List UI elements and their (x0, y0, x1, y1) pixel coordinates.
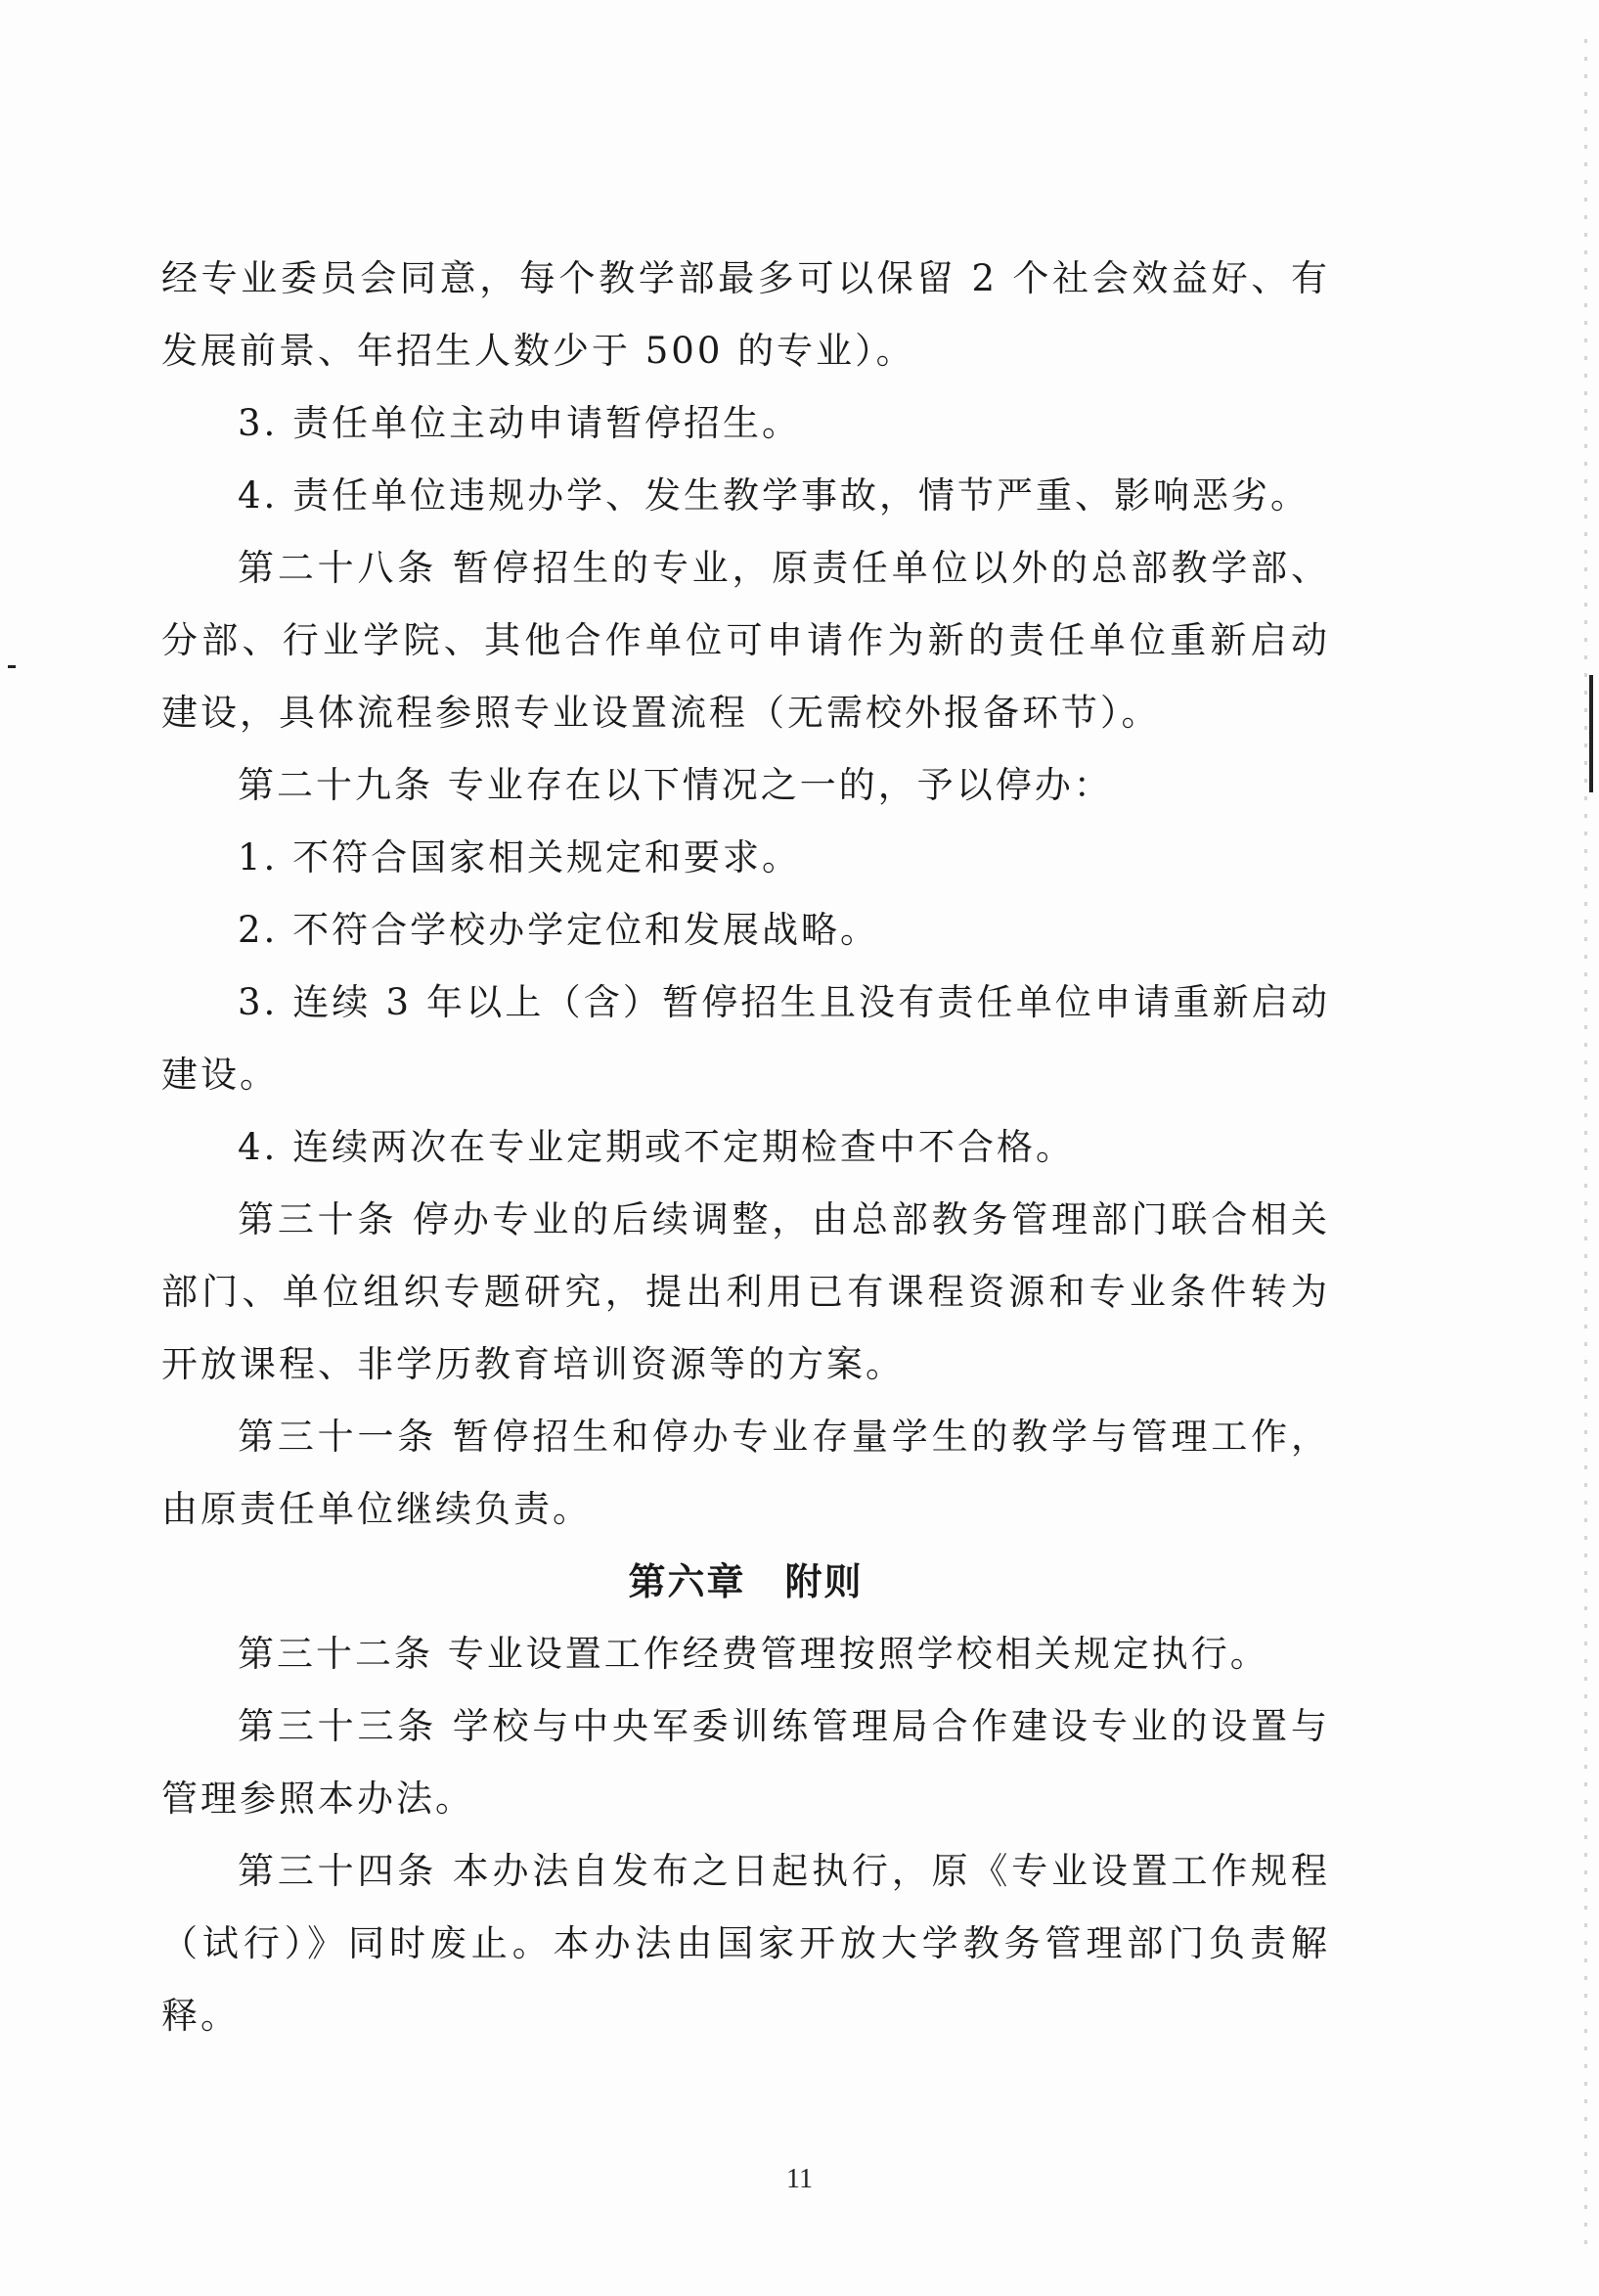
paragraph: 1. 不符合国家相关规定和要求。 (238, 836, 802, 878)
article-30: 第三十条 停办专业的后续调整，由总部教务管理部门联合相关部门、单位组织专题研究，提出利用已有课程资源和专业条件转为开放课程、非学历教育培训资源等的方案。 (161, 1198, 1330, 1385)
scan-mark (8, 665, 16, 668)
scan-mark (1589, 675, 1593, 792)
paragraph: 3. 连续 3 年以上（含）暂停招生且没有责任单位申请重新启动建设。 (161, 981, 1330, 1096)
article-28: 第二十八条 暂停招生的专业，原责任单位以外的总部教学部、分部、行业学院、其他合作单位可申请作为新的责任单位重新启动建设，具体流程参照专业设置流程（无需校外报备环节）。 (161, 547, 1330, 734)
article-33: 第三十三条 学校与中央军委训练管理局合作建设专业的设置与管理参照本办法。 (161, 1705, 1330, 1820)
document-body (161, 243, 1330, 2052)
paragraph: 4. 连续两次在专业定期或不定期检查中不合格。 (238, 1126, 1076, 1168)
paragraph: 经专业委员会同意，每个教学部最多可以保留 2 个社会效益好、有发展前景、年招生人数少于 500 的专业）。 (161, 257, 1330, 372)
article-34: 第三十四条 本办法自发布之日起执行，原《专业设置工作规程（试行）》同时废止。本办法由国家开放大学教务管理部门负责解释。 (161, 1850, 1330, 2037)
article-32: 第三十二条 专业设置工作经费管理按照学校相关规定执行。 (238, 1633, 1269, 1675)
chapter-heading: 第六章 附则 (628, 1560, 864, 1603)
page-number: 11 (786, 2164, 813, 2194)
paragraph: 2. 不符合学校办学定位和发展战略。 (238, 909, 880, 951)
article-29: 第二十九条 专业存在以下情况之一的，予以停办： (238, 764, 1113, 806)
paragraph: 3. 责任单位主动申请暂停招生。 (238, 402, 802, 444)
paragraph: 4. 责任单位违规办学、发生教学事故，情节严重、影响恶劣。 (238, 474, 1310, 517)
scan-edge-artifact (1584, 39, 1587, 2250)
article-31: 第三十一条 暂停招生和停办专业存量学生的教学与管理工作，由原责任单位继续负责。 (161, 1416, 1330, 1530)
